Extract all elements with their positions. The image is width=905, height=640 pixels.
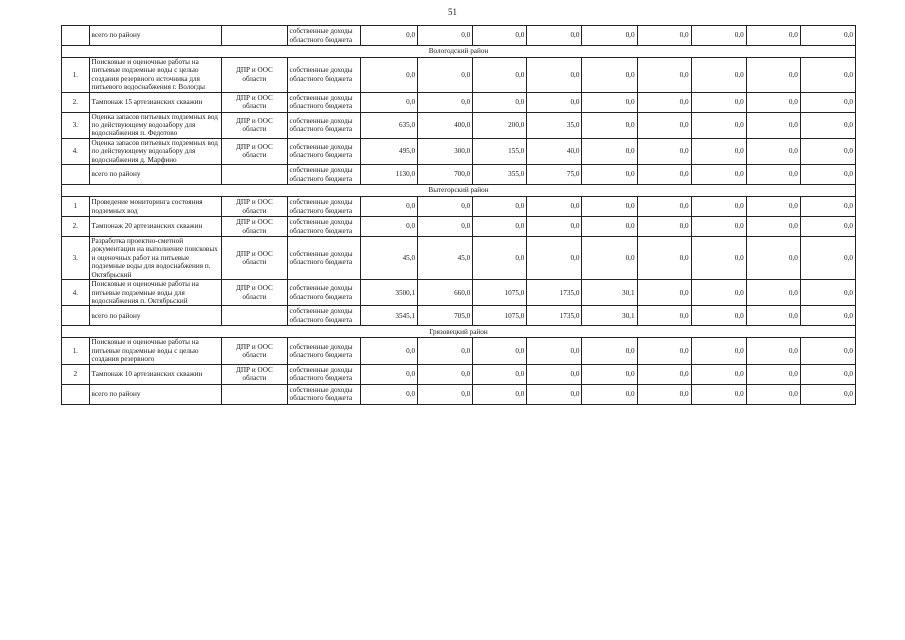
amount-cell: 0,0 xyxy=(637,58,691,93)
section-heading-row xyxy=(62,46,856,58)
measure-name: Поисковые и оценочные работы на питьевые подземные воды с целью создания резервного xyxy=(89,338,222,364)
measure-name: Оценка запасов питьевых подземных вод по действующему водозабору для водоснабжения п. Федотово xyxy=(89,112,222,138)
amount-cell: 0,0 xyxy=(582,165,637,185)
measure-name: всего по району xyxy=(89,306,222,326)
amount-cell: 0,0 xyxy=(473,338,527,364)
amount-cell: 0,0 xyxy=(691,58,746,93)
section-heading-row xyxy=(62,185,856,197)
amount-cell: 0,0 xyxy=(746,217,800,237)
amount-cell: 0,0 xyxy=(800,237,855,280)
amount-cell: 0,0 xyxy=(637,112,691,138)
amount-cell: 0,0 xyxy=(361,26,418,46)
row-number: 4. xyxy=(62,138,90,164)
row-number: 3. xyxy=(62,112,90,138)
measure-name: Тампонаж 20 артезианских скважин xyxy=(89,217,222,237)
amount-cell: 0,0 xyxy=(582,384,637,404)
amount-cell: 0,0 xyxy=(418,26,473,46)
executor: ДПР и ООС области xyxy=(222,138,287,164)
table-row xyxy=(62,92,856,112)
funding-source: собственные доходы областного бюджета xyxy=(287,384,360,404)
amount-cell: 0,0 xyxy=(637,384,691,404)
amount-cell: 0,0 xyxy=(691,92,746,112)
amount-cell: 0,0 xyxy=(527,364,582,384)
amount-cell: 0,0 xyxy=(361,58,418,93)
table-row xyxy=(62,197,856,217)
table-body xyxy=(62,26,856,405)
amount-cell: 0,0 xyxy=(691,112,746,138)
table-row xyxy=(62,26,856,46)
amount-cell: 700,0 xyxy=(418,165,473,185)
row-number: 3. xyxy=(62,237,90,280)
amount-cell: 400,0 xyxy=(418,112,473,138)
amount-cell: 0,0 xyxy=(361,217,418,237)
executor xyxy=(222,384,287,404)
amount-cell: 0,0 xyxy=(418,384,473,404)
amount-cell: 0,0 xyxy=(637,197,691,217)
table-row xyxy=(62,364,856,384)
amount-cell: 0,0 xyxy=(691,338,746,364)
amount-cell: 0,0 xyxy=(691,217,746,237)
amount-cell: 0,0 xyxy=(527,237,582,280)
section-title: Грязовецкий район xyxy=(62,326,856,338)
row-number xyxy=(62,165,90,185)
amount-cell: 0,0 xyxy=(473,364,527,384)
amount-cell: 0,0 xyxy=(418,364,473,384)
funding-source: собственные доходы областного бюджета xyxy=(287,92,360,112)
amount-cell: 0,0 xyxy=(691,306,746,326)
table-row xyxy=(62,138,856,164)
funding-source: собственные доходы областного бюджета xyxy=(287,217,360,237)
amount-cell: 0,0 xyxy=(527,58,582,93)
row-number: 2 xyxy=(62,364,90,384)
amount-cell: 0,0 xyxy=(637,138,691,164)
amount-cell: 0,0 xyxy=(527,197,582,217)
amount-cell: 155,0 xyxy=(473,138,527,164)
amount-cell: 0,0 xyxy=(473,197,527,217)
measure-name: Поисковые и оценочные работы на питьевые подземные воды для водоснабжения п. Октябрьский xyxy=(89,280,222,306)
funding-source: собственные доходы областного бюджета xyxy=(287,165,360,185)
amount-cell: 0,0 xyxy=(582,112,637,138)
row-number: 1 xyxy=(62,197,90,217)
amount-cell: 0,0 xyxy=(361,364,418,384)
amount-cell: 0,0 xyxy=(637,26,691,46)
amount-cell: 0,0 xyxy=(800,280,855,306)
amount-cell: 0,0 xyxy=(473,58,527,93)
amount-cell: 0,0 xyxy=(746,138,800,164)
amount-cell: 0,0 xyxy=(691,26,746,46)
amount-cell: 30,1 xyxy=(582,306,637,326)
amount-cell: 0,0 xyxy=(746,58,800,93)
amount-cell: 0,0 xyxy=(746,197,800,217)
amount-cell: 0,0 xyxy=(582,58,637,93)
amount-cell: 0,0 xyxy=(473,26,527,46)
amount-cell: 0,0 xyxy=(527,217,582,237)
page-number: 51 xyxy=(448,7,457,17)
amount-cell: 0,0 xyxy=(473,384,527,404)
amount-cell: 0,0 xyxy=(800,217,855,237)
table-row xyxy=(62,280,856,306)
amount-cell: 0,0 xyxy=(746,165,800,185)
amount-cell: 0,0 xyxy=(418,197,473,217)
amount-cell: 0,0 xyxy=(691,165,746,185)
amount-cell: 0,0 xyxy=(361,92,418,112)
table-row xyxy=(62,384,856,404)
amount-cell: 0,0 xyxy=(582,217,637,237)
amount-cell: 0,0 xyxy=(800,58,855,93)
amount-cell: 0,0 xyxy=(361,384,418,404)
funding-source: собственные доходы областного бюджета xyxy=(287,306,360,326)
measure-name: всего по району xyxy=(89,165,222,185)
amount-cell: 0,0 xyxy=(473,237,527,280)
amount-cell: 0,0 xyxy=(582,138,637,164)
executor xyxy=(222,26,287,46)
executor: ДПР и ООС области xyxy=(222,92,287,112)
table-row xyxy=(62,112,856,138)
amount-cell: 0,0 xyxy=(800,197,855,217)
amount-cell: 0,0 xyxy=(800,338,855,364)
amount-cell: 0,0 xyxy=(637,165,691,185)
amount-cell: 0,0 xyxy=(746,92,800,112)
funding-source: собственные доходы областного бюджета xyxy=(287,338,360,364)
funding-source: собственные доходы областного бюджета xyxy=(287,26,360,46)
amount-cell: 0,0 xyxy=(527,338,582,364)
row-number: 2. xyxy=(62,217,90,237)
amount-cell: 0,0 xyxy=(582,26,637,46)
amount-cell: 495,0 xyxy=(361,138,418,164)
amount-cell: 0,0 xyxy=(637,92,691,112)
amount-cell: 0,0 xyxy=(746,112,800,138)
funding-source: собственные доходы областного бюджета xyxy=(287,237,360,280)
amount-cell: 0,0 xyxy=(527,384,582,404)
funding-source: собственные доходы областного бюджета xyxy=(287,112,360,138)
amount-cell: 200,0 xyxy=(473,112,527,138)
amount-cell: 0,0 xyxy=(800,306,855,326)
row-number: 1. xyxy=(62,338,90,364)
section-title: Вытегорский район xyxy=(62,185,856,197)
measure-name: Поисковые и оценочные работы на питьевые подземные воды с целью создания резервного источника для питьевого водоснабжения г. Вологды xyxy=(89,58,222,93)
executor: ДПР и ООС области xyxy=(222,364,287,384)
executor: ДПР и ООС области xyxy=(222,112,287,138)
amount-cell: 0,0 xyxy=(473,217,527,237)
amount-cell: 0,0 xyxy=(746,384,800,404)
amount-cell: 0,0 xyxy=(691,237,746,280)
section-heading-row xyxy=(62,326,856,338)
row-number: 4. xyxy=(62,280,90,306)
amount-cell: 1735,0 xyxy=(527,280,582,306)
amount-cell: 0,0 xyxy=(637,306,691,326)
amount-cell: 0,0 xyxy=(418,338,473,364)
executor: ДПР и ООС области xyxy=(222,237,287,280)
amount-cell: 660,0 xyxy=(418,280,473,306)
amount-cell: 0,0 xyxy=(527,26,582,46)
amount-cell: 0,0 xyxy=(582,237,637,280)
amount-cell: 3500,1 xyxy=(361,280,418,306)
amount-cell: 0,0 xyxy=(800,364,855,384)
amount-cell: 0,0 xyxy=(800,138,855,164)
amount-cell: 0,0 xyxy=(691,197,746,217)
amount-cell: 0,0 xyxy=(691,364,746,384)
measure-name: Разработка проектно-сметной документации на выполнение поисковых и оценочных работ на питьевые подземные воды для водоснабжения п. Октябрьский xyxy=(89,237,222,280)
amount-cell: 300,0 xyxy=(418,138,473,164)
amount-cell: 0,0 xyxy=(746,306,800,326)
table-row xyxy=(62,338,856,364)
amount-cell: 0,0 xyxy=(637,217,691,237)
executor: ДПР и ООС области xyxy=(222,217,287,237)
amount-cell: 0,0 xyxy=(800,92,855,112)
amount-cell: 0,0 xyxy=(418,92,473,112)
executor: ДПР и ООС области xyxy=(222,197,287,217)
amount-cell: 0,0 xyxy=(637,364,691,384)
amount-cell: 0,0 xyxy=(746,364,800,384)
amount-cell: 0,0 xyxy=(637,237,691,280)
amount-cell: 0,0 xyxy=(637,338,691,364)
measure-name: всего по району xyxy=(89,26,222,46)
amount-cell: 1130,0 xyxy=(361,165,418,185)
amount-cell: 35,0 xyxy=(527,112,582,138)
funding-source: собственные доходы областного бюджета xyxy=(287,138,360,164)
amount-cell: 0,0 xyxy=(361,338,418,364)
amount-cell: 40,0 xyxy=(527,138,582,164)
amount-cell: 0,0 xyxy=(582,364,637,384)
row-number xyxy=(62,384,90,404)
amount-cell: 705,0 xyxy=(418,306,473,326)
executor: ДПР и ООС области xyxy=(222,280,287,306)
measure-name: Тампонаж 10 артезианских скважин xyxy=(89,364,222,384)
measure-name: всего по району xyxy=(89,384,222,404)
measure-name: Проведение мониторинга состояния подземных вод xyxy=(89,197,222,217)
amount-cell: 45,0 xyxy=(418,237,473,280)
executor xyxy=(222,165,287,185)
funding-source: собственные доходы областного бюджета xyxy=(287,197,360,217)
amount-cell: 0,0 xyxy=(746,237,800,280)
executor: ДПР и ООС области xyxy=(222,58,287,93)
section-title: Вологодский район xyxy=(62,46,856,58)
amount-cell: 30,1 xyxy=(582,280,637,306)
row-number: 1. xyxy=(62,58,90,93)
amount-cell: 0,0 xyxy=(473,92,527,112)
table-row xyxy=(62,306,856,326)
measure-name: Тампонаж 15 артезианских скважин xyxy=(89,92,222,112)
amount-cell: 355,0 xyxy=(473,165,527,185)
funding-source: собственные доходы областного бюджета xyxy=(287,58,360,93)
amount-cell: 0,0 xyxy=(361,197,418,217)
amount-cell: 0,0 xyxy=(527,92,582,112)
table-row xyxy=(62,165,856,185)
amount-cell: 1075,0 xyxy=(473,280,527,306)
amount-cell: 0,0 xyxy=(746,280,800,306)
measure-name: Оценка запасов питьевых подземных вод по действующему водозабору для водоснабжения д. Марфино xyxy=(89,138,222,164)
funding-source: собственные доходы областного бюджета xyxy=(287,364,360,384)
amount-cell: 0,0 xyxy=(746,26,800,46)
amount-cell: 0,0 xyxy=(418,58,473,93)
amount-cell: 0,0 xyxy=(691,384,746,404)
amount-cell: 0,0 xyxy=(691,138,746,164)
amount-cell: 0,0 xyxy=(582,338,637,364)
executor xyxy=(222,306,287,326)
amount-cell: 0,0 xyxy=(800,26,855,46)
amount-cell: 0,0 xyxy=(582,197,637,217)
amount-cell: 0,0 xyxy=(800,165,855,185)
table-row xyxy=(62,217,856,237)
amount-cell: 0,0 xyxy=(637,280,691,306)
amount-cell: 0,0 xyxy=(746,338,800,364)
executor: ДПР и ООС области xyxy=(222,338,287,364)
amount-cell: 0,0 xyxy=(418,217,473,237)
amount-cell: 3545,1 xyxy=(361,306,418,326)
amount-cell: 635,0 xyxy=(361,112,418,138)
amount-cell: 1735,0 xyxy=(527,306,582,326)
budget-table xyxy=(61,25,856,405)
amount-cell: 1075,0 xyxy=(473,306,527,326)
amount-cell: 0,0 xyxy=(582,92,637,112)
amount-cell: 0,0 xyxy=(800,112,855,138)
table-row xyxy=(62,58,856,93)
amount-cell: 75,0 xyxy=(527,165,582,185)
amount-cell: 45,0 xyxy=(361,237,418,280)
amount-cell: 0,0 xyxy=(691,280,746,306)
table-row xyxy=(62,237,856,280)
row-number xyxy=(62,26,90,46)
row-number xyxy=(62,306,90,326)
row-number: 2. xyxy=(62,92,90,112)
funding-source: собственные доходы областного бюджета xyxy=(287,280,360,306)
amount-cell: 0,0 xyxy=(800,384,855,404)
